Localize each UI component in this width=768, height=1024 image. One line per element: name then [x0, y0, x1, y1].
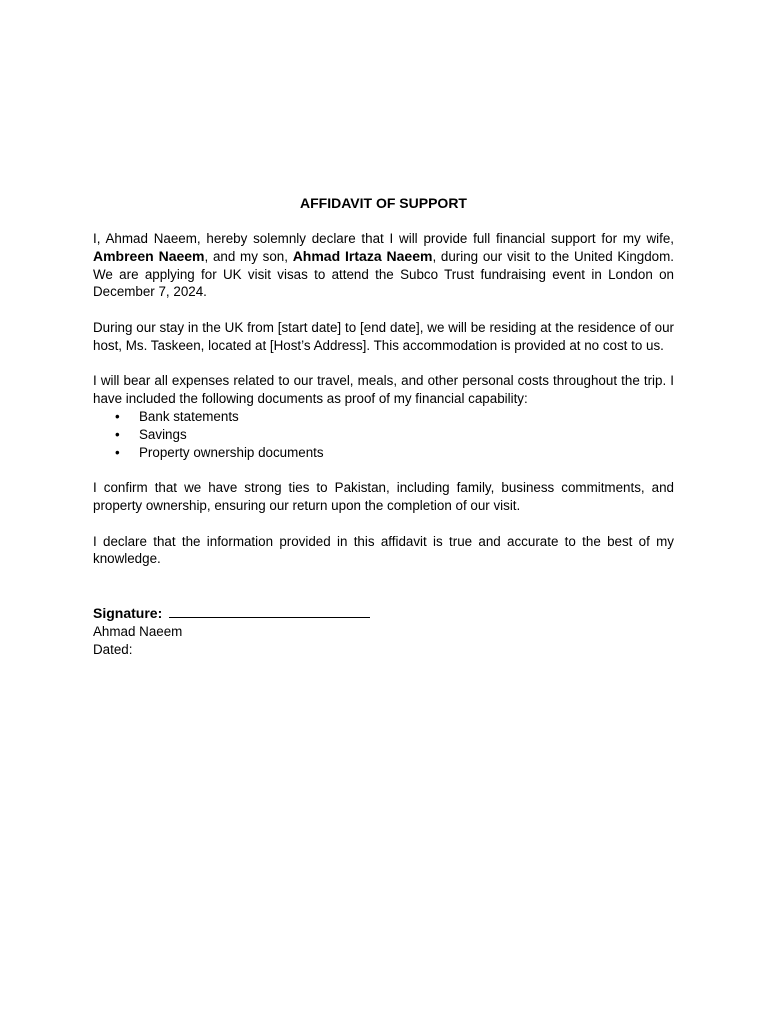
- affidavit-page: [93, 194, 674, 659]
- list-item-label: Property ownership documents: [139, 444, 324, 460]
- bullet-icon: •: [115, 426, 120, 442]
- list-item: [93, 408, 674, 426]
- expenses-paragraph: I will bear all expenses related to our travel, meals, and other personal costs throughout the trip. I have included the following documents as proof of my financial capability:: [93, 373, 674, 407]
- list-item-label: Savings: [139, 426, 187, 442]
- declaration-text-part2: , and my son,: [204, 248, 293, 264]
- declaration-text-part1: I, Ahmad Naeem, hereby solemnly declare that I will provide full financial support for my wife,: [93, 231, 674, 246]
- document-title: AFFIDAVIT OF SUPPORT: [300, 195, 467, 211]
- accommodation-paragraph: During our stay in the UK from [start date] to [end date], we will be residing at the residence of our host, Ms. Taskeen, located at [Host’s Address]. This accommodation is provided at no cost to us.: [93, 319, 674, 353]
- bullet-icon: •: [115, 408, 120, 424]
- documents-list: [93, 408, 674, 461]
- bullet-icon: •: [115, 444, 120, 460]
- signer-name: Ahmad Naeem: [93, 624, 183, 640]
- list-item-label: Bank statements: [139, 408, 239, 424]
- son-name: Ahmad Irtaza Naeem: [292, 247, 433, 264]
- signature-blank-line: [169, 605, 370, 618]
- signature-block: [93, 603, 674, 659]
- ties-paragraph: I confirm that we have strong ties to Pakistan, including family, business commitments, and property ownership, ensuring our return upon the completion of our visit.: [93, 480, 674, 513]
- signature-line: [93, 603, 674, 623]
- declaration-text-part3: , during our visit to the United Kingdom. We are applying for UK visit visas to attend the Subco Trust fundraising event in London on December 7, 2024.: [93, 248, 674, 300]
- list-item: [93, 444, 674, 462]
- dated-label: Dated:: [93, 641, 133, 657]
- list-item: [93, 426, 674, 444]
- truth-declaration-paragraph: I declare that the information provided in this affidavit is true and accurate to the best of my knowledge.: [93, 533, 674, 567]
- signature-label: Signature:: [93, 605, 163, 622]
- wife-name: Ambreen Naeem: [93, 247, 205, 264]
- declaration-paragraph: [93, 230, 674, 301]
